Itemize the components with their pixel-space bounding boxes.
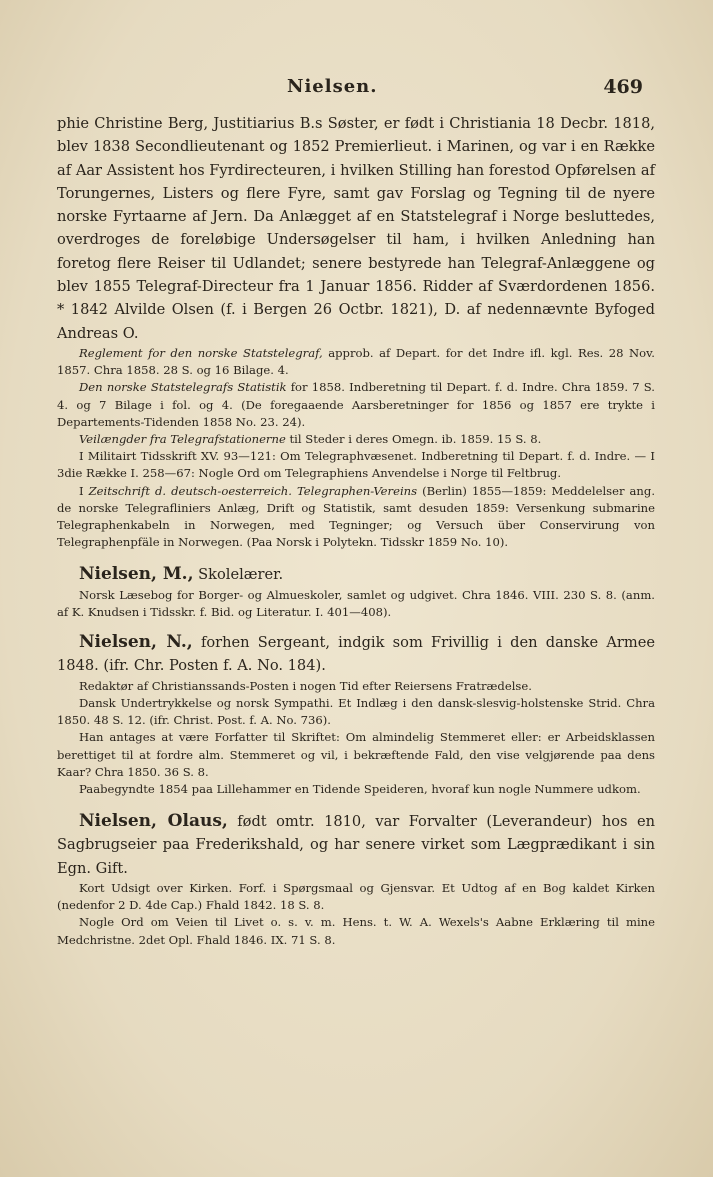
work-title: Veilængder fra Telegrafstationerne [79,431,286,446]
bibliography-item: I Militairt Tidsskrift XV. 93—121: Om Telegraphvæsenet. Indberetning til Depart. f. d. Indre. — I 3die Række I. 258—67: Nogle Ord om Telegraphiens Anvendelse i Norge til Feltbrug. [57,449,655,481]
entry-nielsen-continued [57,112,655,551]
work-title: Den norske Statstelegrafs Statistik [79,380,287,395]
bibliography-item: Dansk Undertrykkelse og norsk Sympathi. Et Indlæg i den dansk-slesvig-holstenske Strid. Chra 1850. 48 S. 12. (ifr. Christ. Post. f. A. No. 736). [57,695,655,728]
bibliography-item: Redaktør af Christianssands-Posten i nogen Tid efter Reiersens Fratrædelse. [79,678,532,693]
entry-name: Nielsen, N., [79,632,193,653]
bibliography-item: Han antages at være Forfatter til Skriftet: Om almindelig Stemmeret eller: er Arbeidsklassen berettiget til at fordre alm. Stemmeret og vil, i bekræftende Fald, den vise velgjørende paa dens Kaar? Chra 1850. 36 S. 8. [57,730,655,779]
entry-heading [57,810,655,880]
bibliography-item: Nogle Ord om Veien til Livet o. s. v. m. Hens. t. W. A. Wexels's Aabne Erklæring til mine Medchristne. 2det Opl. Fhald 1846. IX. 71 S. 8. [57,915,655,947]
bibliography-item: Norsk Læsebog for Borger- og Almueskoler, samlet og udgivet. Chra 1846. VIII. 230 S. 8. (anm. af K. Knudsen i Tidsskr. f. Bid. og Literatur. I. 401—408). [57,587,655,619]
bibliography-item: Paabegyndte 1854 paa Lillehammer en Tidende Speideren, hvoraf kun nogle Nummere udkom. [79,781,641,796]
bibliography-item [57,345,655,379]
work-details: for 1858. Indberetning til Depart. f. d. Indre. Chra 1859. 7 S. 4. og 7 Bilage i fol. og 4. (De foregaaende Aarsberetninger for 1856 og 1857 ere trykte i Departements-Tidenden 1858 No. 23. 24). [57,380,655,429]
work-title: Reglement for den norske Statstelegraf, [79,345,323,360]
bibliography-item: Kort Udsigt over Kirken. Forf. i Spørgsmaal og Gjensvar. Et Udtog af en Bog kaldet Kirken (nedenfor 2 D. 4de Cap.) Fhald 1842. 18 S. 8. [57,881,655,913]
entry-body: phie Christine Berg, Justitiarius B.s Søster, er født i Christiania 18 Decbr. 1818, blev 1838 Secondlieutenant og 1852 Premierlieut. i Marinen, og var i en Række af Aar Assistent hos Fyrdirecteuren, i hvilken Stilling han forestod Opførelsen af Torungernes, Listers og flere Fyre, samt gav Forslag og Tegning til de nyere norske Fyrtaarne af Jern. Da Anlægget af en Statstelegraf i Norge besluttedes, overdroges de foreløbige Undersøgelser til ham, i hvilken Anledning han foretog flere Reiser til Udlandet; senere bestyrede han Telegraf-Anlæggene og blev 1855 Telegraf-Directeur fra 1 Januar 1856. Ridder af Sværdordenen 1856. * 1842 Alvilde Olsen (f. i Bergen 26 Octbr. 1821), D. af nedennævnte Byfoged Andreas O. [57,115,655,342]
page-header [57,72,655,112]
bibliography-item [57,431,655,448]
entry-name: Nielsen, Olaus, [79,811,228,832]
running-head: Nielsen. [287,76,378,97]
prefix: I [79,483,89,498]
bibliography-item [57,483,655,552]
page-number: 469 [603,76,643,98]
work-title: Zeitschrift d. deutsch-oesterreich. Telegraphen-Vereins [88,483,418,498]
entry-description: Skolelærer. [193,566,284,584]
entry-name: Nielsen, M., [79,564,194,585]
work-details: (Berlin) 1855—1859: Meddelelser ang. de norske Telegrafliniers Anlæg, Drift og Statistik, samt desuden 1859: Versenkung submarine Telegraphenkabeln in Norwegen, med Tegninger; og Versuch über Conservirung von Telegraphenpfäle in Norwegen. (Paa Norsk i Polytekn. Tidsskr 1859 No. 10). [57,483,656,550]
entry-description: forhen Sergeant, indgik som Frivillig i den danske Armee 1848. (ifr. Chr. Posten f. A. No. 184). [57,634,655,675]
entry-nielsen-m [57,563,655,621]
entry-heading [57,563,655,586]
entry-nielsen-olaus [57,810,655,949]
bibliography-item [57,379,655,431]
entry-description: født omtr. 1810, var Forvalter (Leverandeur) hos en Sagbrugseier paa Frederikshald, og har senere virket som Lægprædikant i sin Egn. Gift. [57,813,655,877]
work-details: til Steder i deres Omegn. ib. 1859. 15 S. 8. [285,431,542,446]
entry-heading [57,631,655,678]
entry-nielsen-n [57,631,655,798]
work-details: approb. af Depart. for det Indre ifl. kgl. Res. 28 Nov. 1857. Chra 1858. 28 S. og 16 Bilage. 4. [57,345,655,378]
